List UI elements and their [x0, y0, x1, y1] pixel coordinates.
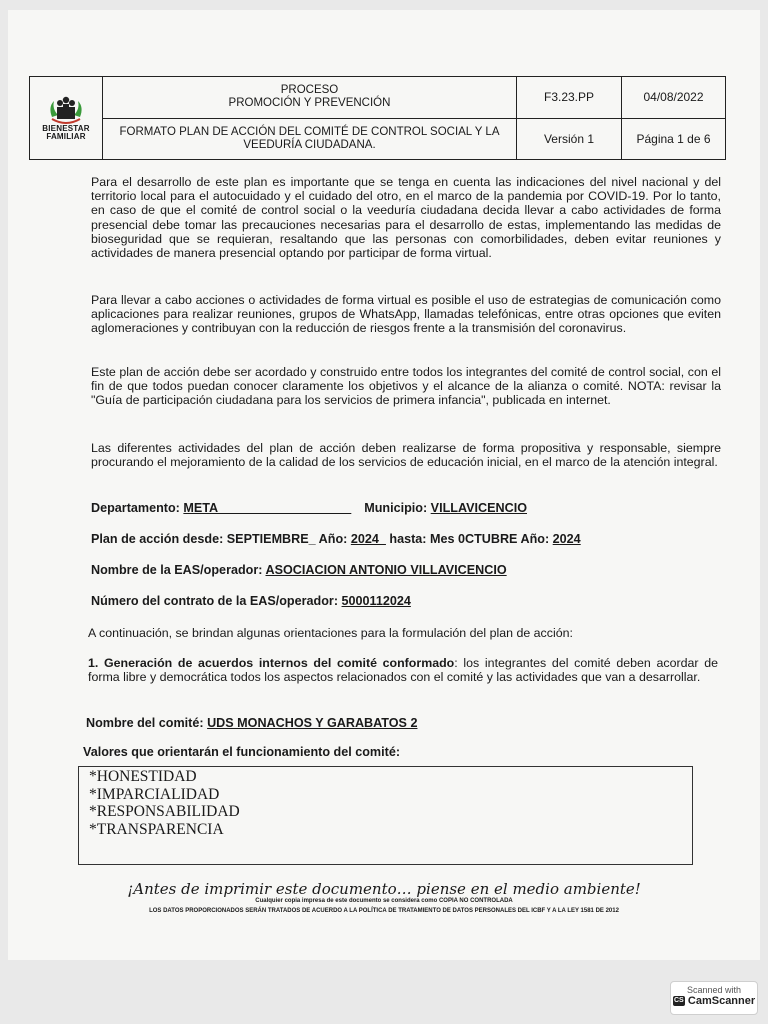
- page-number: Página 1 de 6: [622, 118, 726, 160]
- plan-year-from: 2024_: [350, 532, 386, 546]
- camscanner-badge: [670, 981, 758, 1015]
- section-1-heading: 1. Generación de acuerdos internos del comité conformado: [88, 656, 455, 670]
- footer-data-note: LOS DATOS PROPORCIONADOS SERÁN TRATADOS DE ACUERDO A LA POLÍTICA DE TRATAMIENTO DE DATOS PERSONALES DEL ICBF Y A LA LEY 1581 DE 2012: [149, 908, 619, 914]
- contract-label: Número del contrato de la EAS/operador:: [91, 594, 339, 608]
- intro-text: A continuación, se brindan algunas orientaciones para la formulación del plan de acción:: [88, 626, 573, 640]
- values-label: Valores que orientarán el funcionamiento del comité:: [83, 745, 401, 759]
- scanner-line1: Scanned with: [686, 985, 742, 995]
- committee-row: [86, 716, 417, 730]
- eas-row: [91, 563, 507, 577]
- paragraph-virtual: Para llevar a cabo acciones o actividades de forma virtual es posible el uso de estrategias de comunicación como aplicaciones para realizar reuniones, grupos de WhatsApp, llamadas telefónicas, entre otras opciones que eviten aglomeraciones y contribuyan con la reducción de riesgos frente a la transmisión del coronavirus.: [91, 293, 721, 336]
- process-label: PROCESO: [280, 84, 339, 97]
- municipio-value: VILLAVICENCIO: [430, 501, 527, 515]
- departamento-value: META___________________: [183, 501, 352, 515]
- document-header: [29, 76, 726, 160]
- plan-year-to: 2024: [552, 532, 581, 546]
- scanner-line2: CS CamScanner: [673, 995, 756, 1007]
- paragraph-covid: Para el desarrollo de este plan es importante que se tenga en cuenta las indicaciones del nivel nacional y del territorio local para el autocuidado y el cuidado del otro, en el marco de la pandemia por COVID-19. Por lo tanto, en caso de que el comité de control social o la veeduría ciudadana decida llevar a cabo actividades de forma presencial debe tomar las precauciones necesarias para el desarrollo de estas, implementando las medidas de bioseguridad que se requieran, resaltando que las personas con comorbilidades, deben evitar reuniones y actividades de manera presencial optando por participar de forma virtual.: [91, 175, 721, 261]
- format-title: FORMATO PLAN DE ACCIÓN DEL COMITÉ DE CONTROL SOCIAL Y LA VEEDURÍA CIUDADANA.: [103, 118, 517, 160]
- committee-value: UDS MONACHOS Y GARABATOS 2: [207, 716, 418, 730]
- section-1: [88, 656, 718, 684]
- municipio-label: Municipio:: [364, 501, 428, 515]
- paragraph-activities: Las diferentes actividades del plan de acción deben realizarse de forma propositiva y responsable, siempre procurando el mejoramiento de la calidad de los servicios de educación inicial, en el marco de la atención integral.: [91, 441, 721, 470]
- plan-period-row: [91, 532, 581, 546]
- committee-label: Nombre del comité:: [86, 716, 204, 730]
- departamento-row: [91, 501, 527, 515]
- contract-value: 5000112024: [341, 594, 411, 608]
- process-cell: [103, 77, 517, 119]
- contract-row: [91, 594, 411, 608]
- logo-cell: [30, 77, 103, 160]
- footer-slogan: ¡Antes de imprimir este documento… piense en el medio ambiente!: [127, 880, 641, 898]
- format-version: Versión 1: [517, 118, 622, 160]
- value-item: *RESPONSABILIDAD: [89, 803, 240, 820]
- departamento-label: Departamento:: [91, 501, 180, 515]
- logo-text: BIENESTAR FAMILIAR: [42, 124, 90, 141]
- icbf-logo: [30, 95, 102, 141]
- value-item: *TRANSPARENCIA: [89, 820, 224, 838]
- values-box: [78, 766, 693, 865]
- paragraph-agreement: Este plan de acción debe ser acordado y construido entre todos los integrantes del comité de control social, con el fin de que todos puedan conocer claramente los objetivos y el alcance de la alianza o comité. NOTA: revisar la "Guía de participación ciudadana para los servicios de primera infancia", publicada en internet.: [91, 365, 721, 408]
- value-item: *IMPARCIALIDAD: [89, 785, 220, 803]
- process-name: PROMOCIÓN Y PREVENCIÓN: [228, 97, 391, 110]
- family-icon: [46, 95, 86, 125]
- footer-copy-note: Cualquier copia impresa de este documento se considera como COPIA NO CONTROLADA: [255, 898, 513, 904]
- section-1-text: : los integrantes del comité deben acordar de forma libre y democrática todos los aspectos relacionados con el comité y las actividades que van a desarrollar.: [88, 656, 718, 685]
- format-code: F3.23.PP: [517, 77, 622, 119]
- plan-hasta: hasta: Mes 0CTUBRE Año:: [389, 532, 550, 546]
- eas-label: Nombre de la EAS/operador:: [91, 563, 263, 577]
- format-date: 04/08/2022: [622, 77, 726, 119]
- value-item: *HONESTIDAD: [89, 768, 197, 785]
- camscanner-icon: CS: [673, 997, 684, 1005]
- plan-label: Plan de acción desde: SEPTIEMBRE_ Año:: [91, 532, 348, 546]
- eas-value: ASOCIACION ANTONIO VILLAVICENCIO: [265, 563, 507, 577]
